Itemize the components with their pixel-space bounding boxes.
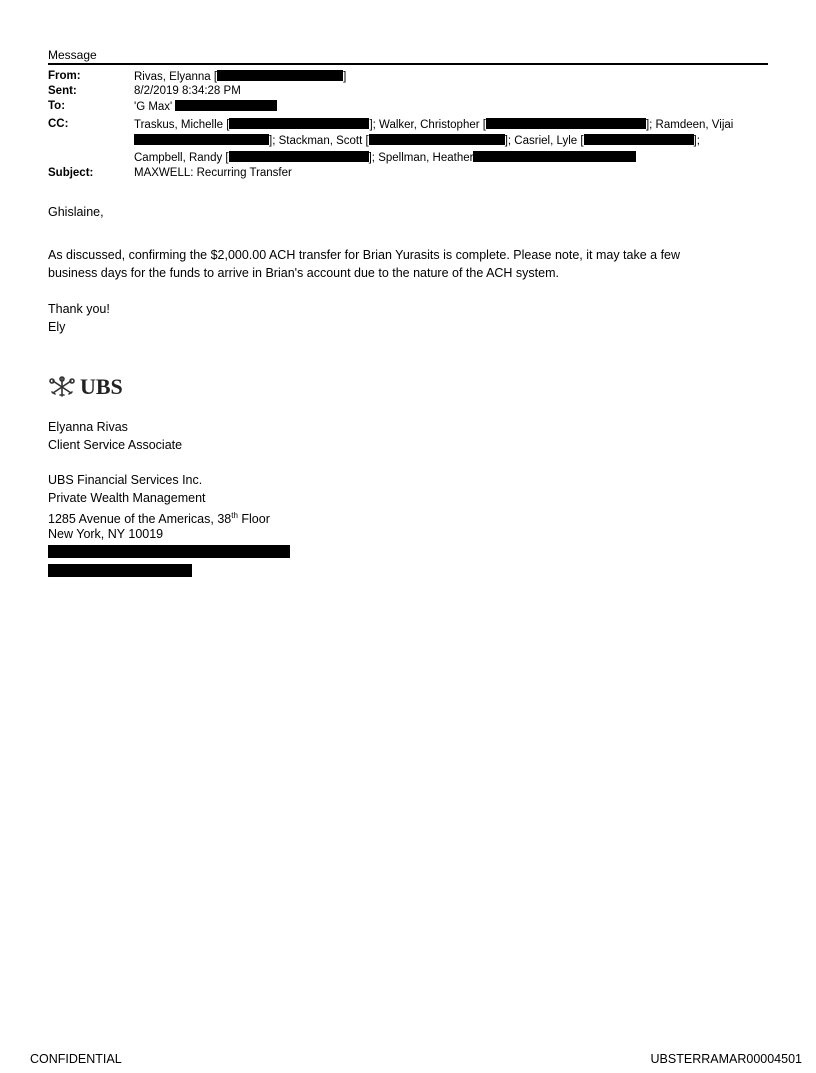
ubs-logo-text: UBS — [80, 374, 123, 399]
cc-text: Campbell, Randy [ — [134, 152, 229, 164]
sent-label: Sent: — [48, 85, 77, 97]
redaction-block — [229, 118, 369, 129]
ubs-logo — [48, 374, 123, 400]
signature-company: UBS Financial Services Inc. — [48, 473, 203, 487]
redaction-block — [229, 151, 369, 162]
redaction-block — [48, 564, 192, 577]
redaction-block — [48, 545, 290, 558]
to-name: 'G Max' — [134, 101, 173, 113]
cc-text: ]; Casriel, Lyle [ — [504, 135, 584, 147]
redaction-block — [584, 134, 694, 145]
cc-label: CC: — [48, 118, 69, 130]
thanks-line: Thank you! — [48, 302, 110, 316]
redaction-block — [473, 151, 636, 162]
from-name: Rivas, Elyanna [ — [134, 71, 218, 83]
sent-value: 8/2/2019 8:34:28 PM — [134, 85, 241, 97]
signoff: Ely — [48, 320, 66, 334]
body-line-2: business days for the funds to arrive in Brian's account due to the nature of the ACH system. — [48, 266, 559, 280]
address-text: 1285 Avenue of the Americas, 38 — [48, 512, 232, 527]
footer-bates-number: UBSTERRAMAR00004501 — [650, 1052, 802, 1066]
from-label: From: — [48, 70, 81, 82]
signature-division: Private Wealth Management — [48, 491, 206, 505]
body-line-1: As discussed, confirming the $2,000.00 ACH transfer for Brian Yurasits is complete. Please note, it may take a few — [48, 248, 681, 262]
cc-line-3 — [134, 151, 636, 164]
cc-text: ]; Walker, Christopher [ — [369, 119, 486, 131]
from-close: ] — [343, 71, 347, 83]
ubs-keys-icon — [48, 376, 76, 398]
address-floor: Floor — [237, 512, 270, 527]
cc-text: ]; — [693, 135, 700, 147]
to-value — [134, 100, 277, 113]
cc-text: ]; Stackman, Scott [ — [269, 135, 369, 147]
subject-value: MAXWELL: Recurring Transfer — [134, 167, 292, 179]
message-header-title: Message — [48, 48, 97, 62]
footer-confidential: CONFIDENTIAL — [30, 1052, 122, 1066]
redaction-block — [486, 118, 646, 129]
cc-text: ]; Spellman, Heather — [368, 152, 474, 164]
header-divider — [48, 63, 768, 65]
signature-name: Elyanna Rivas — [48, 420, 128, 434]
cc-text: Traskus, Michelle [ — [134, 119, 230, 131]
from-value — [134, 70, 346, 83]
subject-label: Subject: — [48, 167, 94, 179]
signature-role: Client Service Associate — [48, 438, 183, 452]
redaction-block — [175, 100, 277, 111]
signature-city: New York, NY 10019 — [48, 527, 164, 541]
redaction-block — [217, 70, 343, 81]
cc-text: ]; Ramdeen, Vijai — [645, 119, 734, 131]
greeting: Ghislaine, — [48, 205, 104, 219]
redaction-block — [134, 134, 269, 145]
redaction-block — [369, 134, 505, 145]
cc-line-2 — [134, 134, 700, 147]
cc-line-1 — [134, 118, 733, 131]
address-superscript: th — [231, 511, 238, 520]
to-label: To: — [48, 100, 66, 112]
